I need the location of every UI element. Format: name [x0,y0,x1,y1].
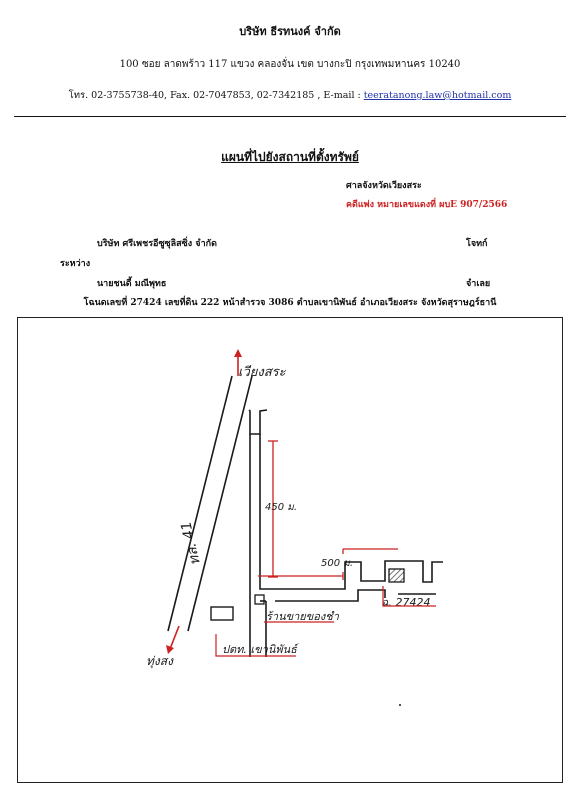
ptt-station-marker [211,607,233,620]
highway-label: ทล. 41 [178,519,204,567]
court-name: ศาลจังหวัดเวียงสระ [346,181,422,191]
shop-marker [255,595,264,604]
plaintiff-name: บริษัท ศรีเพชรอีซูซุลิสซิ่ง จำกัด [97,239,217,249]
defendant-role: จำเลย [466,279,491,289]
junction-label: ปตท. เขานิพันธ์ [222,643,297,656]
company-contact [0,88,580,103]
company-name: บริษัท ธีรทนงค์ จำกัด [239,25,341,38]
parcel-label: ฉ. 27424 [381,596,431,609]
contact-phone-fax: โทร. 02-3755738-40, Fax. 02-7047853, 02-7342185 , E-mail : [68,90,364,101]
between-label: ระหว่าง [60,259,91,269]
south-label: ทุ่งสง [146,654,173,668]
document-title: แผนที่ไปยังสถานที่ตั้งทรัพย์ [221,150,359,164]
shop-label: ร้านขายของชำ [266,610,339,623]
map-frame [17,317,563,783]
distance-horizontal-label: 500 ม. [321,558,354,569]
stray-dot [399,704,401,706]
defendant-name: นายชนดี้ มณีพุทธ [97,279,167,289]
case-number: คดีแพ่ง หมายเลขแดงที่ ผบE 907/2566 [346,200,508,210]
deed-info: โฉนดเลขที่ 27424 เลขที่ดิน 222 หน้าสำรวจ 3086 ตำบลเขานิพันธ์ อำเภอเวียงสระ จังหวัดสุราษฎร์ธานี [83,298,497,308]
company-address: 100 ซอย ลาดพร้าว 117 แขวง คลองจั่น เขต บางกะปิ กรุงเทพมหานคร 10240 [119,59,461,70]
header-divider [14,116,566,117]
plaintiff-role: โจทก์ [466,239,488,249]
parcel-marker [389,569,404,582]
distance-vertical-label: 450 ม. [265,502,298,513]
highway-road [168,376,252,631]
north-label: เวียงสระ [238,365,286,380]
hand-drawn-map [18,318,564,784]
email-link[interactable]: teeratanong.law@hotmail.com [363,90,512,101]
